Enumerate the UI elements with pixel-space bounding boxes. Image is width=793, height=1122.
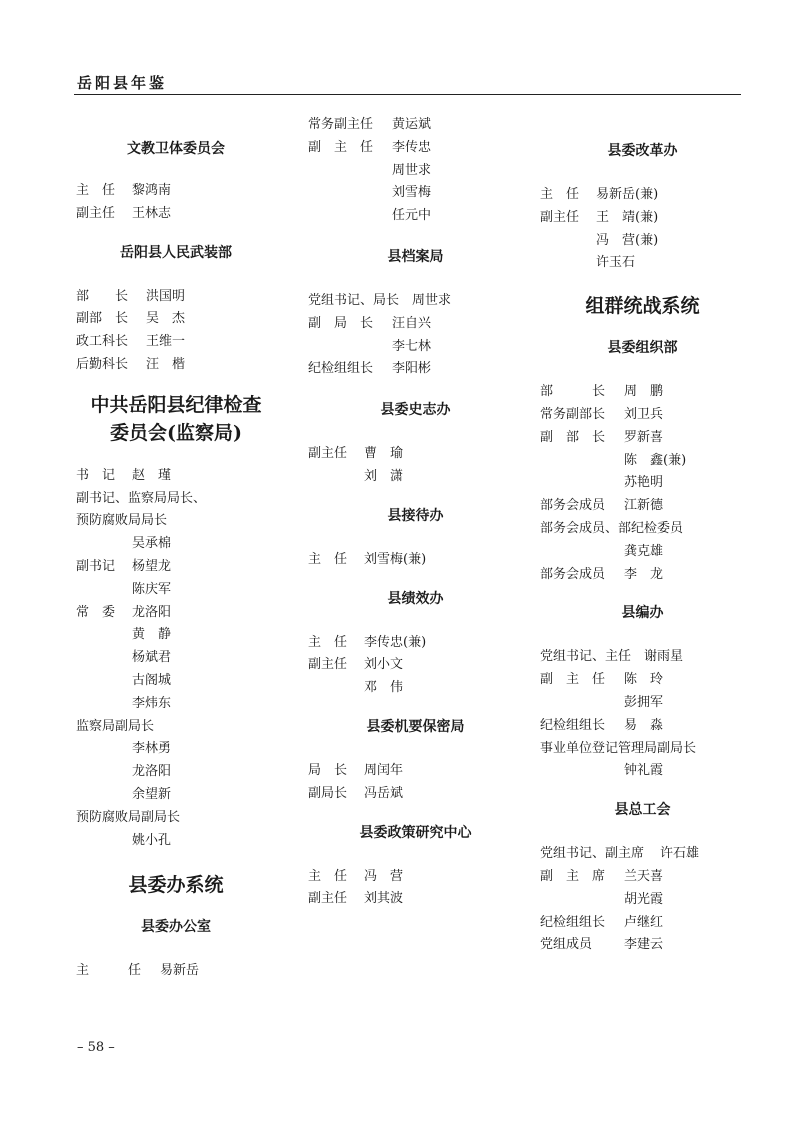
list-item	[540, 934, 745, 957]
list-item	[76, 510, 276, 533]
list-item	[76, 465, 276, 488]
person-name: 罗新喜	[624, 429, 664, 445]
section-title-jiwei-line1: 中共岳阳县纪律检查	[90, 393, 262, 416]
person-name: 刘雪梅	[392, 185, 432, 201]
list-item	[76, 488, 276, 511]
position-label: 主 任	[308, 634, 348, 650]
person-name: 洪国明	[146, 288, 186, 304]
system-title-zuqun: 组群统战系统	[585, 295, 700, 318]
person-name: 李林勇	[132, 741, 172, 757]
list-item	[540, 669, 745, 692]
position-label: 党组书记、主任	[540, 649, 632, 665]
person-name: 刘小文	[364, 657, 404, 673]
position-label: 部务会成员	[540, 498, 606, 514]
list-item	[308, 137, 523, 160]
person-name: 许玉石	[596, 255, 636, 271]
position-label: 副主任	[308, 891, 348, 907]
list-item	[308, 358, 523, 381]
list-item	[308, 677, 523, 700]
person-name: 吴 杰	[146, 311, 186, 327]
person-name: 周世求	[412, 292, 452, 308]
position-label: 副主任	[540, 209, 580, 225]
list-item	[76, 960, 276, 983]
column-2	[308, 114, 523, 911]
person-name: 汪自兴	[392, 315, 432, 331]
section-title-wenjiao: 文教卫体委员会	[127, 141, 225, 157]
section-title-gonghui: 县总工会	[614, 802, 671, 819]
list-item	[540, 207, 745, 230]
person-name: 刘其波	[364, 891, 404, 907]
list-item	[76, 602, 276, 625]
section-title-zhengce: 县委政策研究中心	[359, 824, 472, 841]
person-name: 冯岳斌	[364, 785, 404, 801]
jixiao-list	[308, 632, 523, 700]
position-label: 副 主 任	[540, 672, 606, 688]
list-item	[76, 624, 276, 647]
section-title-xianweiban: 县委办公室	[141, 919, 211, 936]
list-item	[308, 866, 523, 889]
list-item	[76, 331, 276, 354]
position-label: 主 任	[308, 868, 348, 884]
zuzhi-list	[540, 381, 745, 586]
list-item	[540, 646, 745, 669]
list-item	[540, 472, 745, 495]
column-1	[76, 114, 276, 983]
position-label: 党组成员	[540, 937, 593, 953]
position-label: 部 长	[76, 288, 129, 304]
position-label: 党组书记、副主席	[540, 846, 645, 862]
person-name: 曹 瑜	[364, 446, 404, 462]
position-label: 副 局 长	[308, 315, 374, 331]
person-name: 王 靖(兼)	[596, 209, 659, 225]
list-item	[540, 866, 745, 889]
position-label: 部 长	[540, 384, 606, 400]
person-name: 周世求	[392, 162, 432, 178]
person-name: 李七林	[392, 338, 432, 354]
list-item	[76, 716, 276, 739]
position-label: 纪检组组长	[308, 361, 374, 377]
person-name: 李建云	[624, 937, 664, 953]
position-label: 常 委	[76, 604, 116, 620]
position-label: 副主任	[308, 446, 348, 462]
list-item	[76, 807, 276, 830]
list-item	[76, 761, 276, 784]
person-name: 王维一	[146, 334, 186, 350]
header-rule	[74, 94, 741, 95]
person-name: 赵 瑾	[132, 467, 172, 483]
list-item	[308, 160, 523, 183]
running-header-title: 岳阳县年鉴	[77, 74, 168, 92]
list-item	[308, 182, 523, 205]
position-label: 主 任	[76, 183, 116, 198]
list-item	[540, 692, 745, 715]
position-label: 监察局副局长	[76, 718, 155, 734]
list-item	[540, 230, 745, 253]
list-item	[308, 888, 523, 911]
list-item	[540, 252, 745, 275]
list-item	[308, 760, 523, 783]
person-name: 江新德	[624, 498, 664, 514]
dangan-list	[308, 290, 523, 381]
person-name: 李炜东	[132, 695, 172, 711]
person-name: 李传忠(兼)	[364, 634, 427, 650]
section-title-gaige: 县委改革办	[607, 143, 678, 159]
person-name: 王林志	[132, 205, 172, 221]
position-label: 副书记、监察局局长、	[76, 490, 207, 506]
person-name: 龚克雄	[624, 543, 664, 559]
list-item	[76, 784, 276, 807]
list-item	[308, 205, 523, 228]
person-name: 卢继红	[624, 914, 664, 930]
list-item	[76, 647, 276, 670]
list-item	[540, 541, 745, 564]
gaige-list	[540, 184, 745, 275]
person-name: 邓 伟	[364, 680, 404, 696]
list-item	[540, 450, 745, 473]
position-label: 副主任	[76, 205, 116, 221]
list-item	[308, 632, 523, 655]
list-item	[308, 549, 523, 572]
person-name: 杨望龙	[132, 558, 172, 574]
list-item	[540, 760, 745, 783]
list-item	[540, 381, 745, 404]
person-name: 谢雨星	[644, 649, 684, 665]
person-name: 吴承棉	[132, 536, 172, 552]
position-label: 纪检组组长	[540, 717, 606, 733]
list-item	[76, 354, 276, 377]
list-item	[540, 427, 745, 450]
position-label: 主 任	[308, 551, 348, 567]
person-name: 余望新	[132, 786, 172, 802]
person-name: 刘雪梅(兼)	[364, 551, 427, 567]
list-item	[308, 654, 523, 677]
section-title-dangan: 县档案局	[387, 248, 444, 265]
position-label: 纪检组组长	[540, 914, 606, 930]
person-name: 刘 潇	[364, 468, 404, 484]
person-name: 李传忠	[392, 139, 432, 155]
bianban-list	[540, 646, 745, 783]
position-label: 书 记	[76, 467, 116, 483]
person-name: 姚小孔	[132, 832, 172, 848]
list-item	[76, 738, 276, 761]
person-name: 陈 鑫(兼)	[624, 452, 687, 468]
position-label: 事业单位登记管理局副局长	[540, 740, 697, 756]
list-item	[540, 184, 745, 207]
person-name: 黄运斌	[392, 117, 432, 132]
list-item	[76, 830, 276, 853]
person-name: 陈庆军	[132, 581, 172, 597]
position-label: 后勤科长	[76, 356, 129, 372]
list-item	[540, 495, 745, 518]
list-item	[308, 443, 523, 466]
person-name: 冯 营	[364, 868, 404, 884]
person-name: 易新岳	[160, 963, 200, 979]
person-name: 汪 楷	[146, 356, 186, 372]
section-title-jixiao: 县绩效办	[387, 590, 444, 607]
person-name: 陈 玲	[624, 672, 664, 688]
system-title-xianweiban: 县委办系统	[128, 874, 224, 897]
person-name: 古阁城	[132, 672, 172, 688]
list-item	[308, 336, 523, 359]
position-label: 主 任	[540, 187, 580, 202]
position-label: 副部 长	[76, 311, 129, 327]
position-label: 副局长	[308, 785, 348, 801]
position-label: 副 主 任	[308, 139, 374, 155]
person-name: 黄 静	[132, 627, 172, 643]
list-item	[308, 114, 523, 137]
zhengce-list	[308, 866, 523, 912]
list-item	[540, 715, 745, 738]
section-title-zuzhi: 县委组织部	[607, 340, 678, 357]
section-title-jiyao: 县委机要保密局	[366, 718, 465, 735]
list-item	[540, 404, 745, 427]
list-item	[540, 912, 745, 935]
position-label: 副 部 长	[540, 429, 606, 445]
person-name: 李阳彬	[392, 361, 432, 377]
list-item	[76, 693, 276, 716]
shizhi-list	[308, 443, 523, 489]
list-item	[76, 670, 276, 693]
person-name: 龙洛阳	[132, 764, 172, 780]
position-label: 副书记	[76, 558, 116, 574]
person-name: 易 淼	[624, 717, 664, 733]
continued-list	[308, 114, 523, 228]
xianweiban-list	[76, 960, 276, 983]
position-label: 政工科长	[76, 334, 129, 350]
person-name: 周闰年	[364, 762, 404, 778]
position-label: 主 任	[76, 963, 142, 979]
jiyao-list	[308, 760, 523, 806]
person-name: 苏艳明	[624, 475, 664, 491]
list-item	[540, 843, 745, 866]
person-name: 冯 营(兼)	[596, 232, 659, 248]
list-item	[76, 579, 276, 602]
person-name: 刘卫兵	[624, 406, 664, 422]
position-label: 预防腐败局局长	[76, 513, 168, 529]
person-name: 李 龙	[624, 566, 664, 582]
list-item	[76, 308, 276, 331]
position-label: 常务副部长	[540, 406, 606, 422]
list-item	[308, 783, 523, 806]
gonghui-list	[540, 843, 745, 957]
jiwei-list	[76, 465, 276, 853]
section-title-bianban: 县编办	[621, 605, 664, 622]
section-title-jiedai: 县接待办	[387, 507, 444, 524]
list-item	[308, 290, 523, 313]
position-label: 预防腐败局副局长	[76, 809, 181, 825]
list-item	[76, 286, 276, 309]
list-item	[76, 533, 276, 556]
person-name: 兰天喜	[624, 868, 664, 884]
list-item	[540, 889, 745, 912]
list-item	[76, 203, 276, 226]
person-name: 任元中	[392, 208, 432, 224]
person-name: 胡光霞	[624, 891, 664, 907]
position-label: 部务会成员	[540, 566, 606, 582]
person-name: 黎鸿南	[132, 183, 172, 198]
section-title-wuzhuang: 岳阳县人民武装部	[120, 244, 232, 261]
list-item	[540, 738, 745, 761]
position-label: 常务副主任	[308, 117, 374, 132]
person-name: 易新岳(兼)	[596, 187, 659, 202]
position-label: 党组书记、局长	[308, 292, 400, 308]
person-name: 周 鹏	[624, 384, 664, 400]
wenjiao-list	[76, 180, 276, 226]
wuzhuang-list	[76, 286, 276, 377]
list-item	[308, 313, 523, 336]
list-item	[76, 180, 276, 203]
list-item	[540, 564, 745, 587]
position-label: 副 主 席	[540, 868, 606, 884]
section-title-jiwei-line2: 委员会(监察局)	[110, 421, 242, 444]
jiedai-list	[308, 549, 523, 572]
list-item	[540, 518, 745, 541]
person-name: 龙洛阳	[132, 604, 172, 620]
position-label: 部务会成员、部纪检委员	[540, 520, 684, 536]
person-name: 钟礼霞	[624, 763, 664, 779]
section-title-shizhi: 县委史志办	[380, 402, 451, 419]
position-label: 局 长	[308, 762, 348, 778]
person-name: 彭拥军	[624, 694, 664, 710]
person-name: 许石雄	[660, 846, 700, 862]
list-item	[76, 556, 276, 579]
person-name: 杨斌君	[132, 650, 172, 666]
list-item	[308, 466, 523, 489]
page-number: – 58 –	[77, 1040, 115, 1055]
position-label: 副主任	[308, 657, 348, 673]
column-3	[540, 114, 745, 957]
